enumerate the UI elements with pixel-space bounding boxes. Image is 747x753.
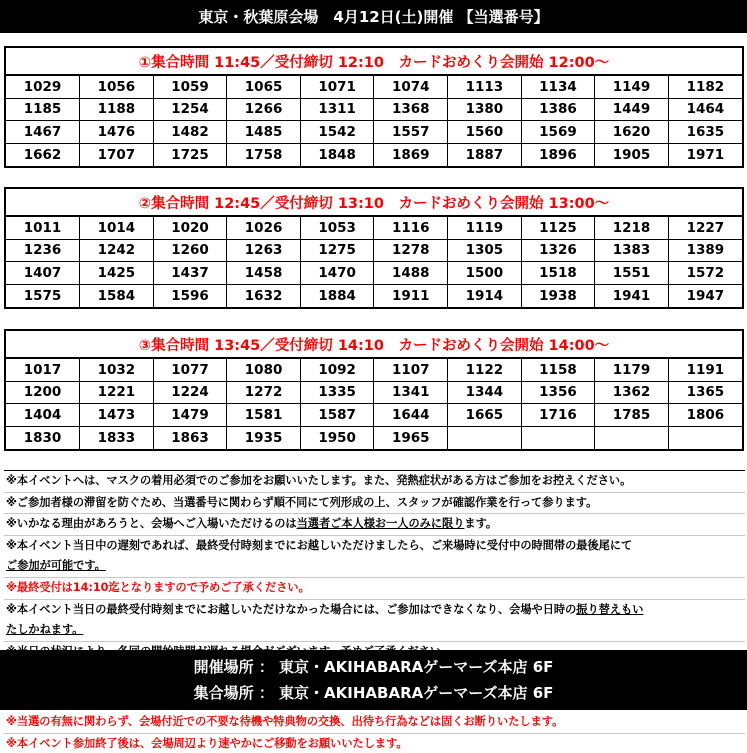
winning-number-cell: 1662 [6,143,80,166]
winning-number-cell: 1278 [374,239,448,262]
winning-number-cell [448,426,522,449]
number-row [6,404,742,427]
winning-number-cell: 1242 [80,239,154,262]
winning-number-cell: 1236 [6,239,80,262]
winning-number-cell: 1275 [300,239,374,262]
session-header: ②集合時間 12:45／受付締切 13:10 カードおめくり会開始 13:00～ [6,189,742,216]
winning-number-cell: 1053 [300,217,374,240]
notes-section [4,470,745,663]
winning-number-cell: 1272 [227,381,301,404]
winning-number-cell: 1077 [153,359,227,382]
winning-number-cell: 1620 [595,121,669,144]
winning-number-cell: 1080 [227,359,301,382]
note-entry [4,514,745,536]
winning-number-cell: 1011 [6,217,80,240]
winning-number-cell: 1191 [668,359,742,382]
winning-number-cell: 1950 [300,426,374,449]
number-row [6,98,742,121]
winning-number-cell: 1665 [448,404,522,427]
session-header: ③集合時間 13:45／受付締切 14:10 カードおめくり会開始 14:00～ [6,331,742,358]
winning-number-cell: 1200 [6,381,80,404]
winning-number-cell: 1341 [374,381,448,404]
winning-number-cell: 1254 [153,98,227,121]
winning-number-cell: 1560 [448,121,522,144]
number-row [6,381,742,404]
winning-number-cell: 1116 [374,217,448,240]
note-missed-underlined: 振り替えもい [576,602,644,616]
winning-number-cell: 1485 [227,121,301,144]
session-header: ①集合時間 11:45／受付締切 12:10 カードおめくり会開始 12:00～ [6,48,742,75]
winning-number-cell: 1473 [80,404,154,427]
winning-number-cell: 1971 [686,146,725,163]
winning-number-cell: 1941 [595,284,669,307]
winning-number-cell: 1587 [300,404,374,427]
winning-number-cell: 1467 [6,121,80,144]
number-row [6,239,742,262]
winning-number-cell: 1017 [6,359,80,382]
winning-number-cell: 1833 [80,426,154,449]
winning-number-cell: 1437 [153,262,227,285]
winning-number-cell: 1584 [80,284,154,307]
note-late-line1: ※本イベント当日中の遅刻であれば、最終受付時刻までにお越しいただけましたら、ご来場時に受付中の時間帯の最後尾にて [6,538,633,552]
winning-number-cell: 1185 [6,98,80,121]
winning-number-cell [595,426,669,449]
winning-number-cell: 1806 [668,404,742,427]
winning-number-cell: 1896 [521,143,595,166]
winning-number-cell: 1575 [6,284,80,307]
winning-number-cell: 1863 [153,426,227,449]
winning-number-cell: 1227 [668,217,742,240]
winning-number-cell: 1092 [300,359,374,382]
winning-number-cell: 1305 [448,239,522,262]
winning-number-cell: 1134 [521,76,595,99]
number-row [6,76,742,99]
winning-number-cell [521,426,595,449]
note-no-loitering: ※当選の有無に関わらず、会場付近での不要な待機や特典物の交換、出待ち行為などは固くお断りいたします。 [4,712,745,734]
winning-number-cell: 1938 [521,284,595,307]
winning-number-cell: 1221 [80,381,154,404]
winning-number-cell: 1914 [448,284,522,307]
winning-number-cell: 1557 [374,121,448,144]
winning-number-cell: 1635 [668,121,742,144]
winning-number-cell: 1707 [80,143,154,166]
winning-number-cell: 1632 [227,284,301,307]
bottom-notes [4,712,745,753]
winning-number-cell: 1260 [153,239,227,262]
note-leave-promptly: ※本イベント参加終了後は、会場周辺より速やかにご移動をお願いいたします。 [4,734,745,753]
winning-number-cell: 1716 [521,404,595,427]
winning-numbers-table [6,75,742,166]
winning-number-cell: 1188 [80,98,154,121]
winning-number-cell: 1425 [80,262,154,285]
winning-number-cell: 1869 [374,143,448,166]
note-missed-underlined-2: たしかねます。 [6,623,84,637]
winning-number-cell: 1335 [300,381,374,404]
winning-number-cell: 1326 [521,239,595,262]
winning-number-cell: 1071 [300,76,374,99]
winning-number-cell: 1179 [595,359,669,382]
winning-number-cell: 1026 [227,217,301,240]
winning-number-cell: 1158 [521,359,595,382]
note-entry-text: ※いかなる理由があろうと、会場へご入場いただけるのは [6,517,297,531]
note-final-reception: ※最終受付は14:10迄となりますので予めご了承ください。 [4,578,745,600]
session-3 [4,329,744,451]
winning-numbers-table [6,358,742,449]
number-row [6,284,742,307]
winning-number-cell: 1356 [521,381,595,404]
number-row [6,217,742,240]
winning-number-cell: 1266 [227,98,301,121]
winning-number-cell: 1449 [595,98,669,121]
winning-number-cell: 1488 [374,262,448,285]
session-1 [4,46,744,168]
winning-number-cell: 1224 [153,381,227,404]
winning-number-cell: 1470 [300,262,374,285]
winning-number-cell: 1500 [448,262,522,285]
winning-number-cell: 1830 [6,426,80,449]
winning-number-cell: 1965 [374,426,448,449]
winning-number-cell: 1758 [227,143,301,166]
number-row [6,121,742,144]
winning-number-cell: 1479 [153,404,227,427]
winning-number-cell: 1887 [448,143,522,166]
winning-number-cell: 1182 [668,76,742,99]
winning-number-cell: 1125 [521,217,595,240]
page-title: 東京・秋葉原会場 4月12日(土)開催 【当選番号】 [0,0,747,33]
winning-number-cell: 1848 [300,143,374,166]
session-2 [4,187,744,309]
winning-number-cell: 1365 [668,381,742,404]
winning-number-cell: 1065 [227,76,301,99]
number-row [6,143,742,166]
number-row [6,262,742,285]
winning-number-cell: 1059 [153,76,227,99]
winning-number-cell: 1032 [80,359,154,382]
winning-number-cell: 1263 [227,239,301,262]
note-late-line2: ご参加が可能です。 [4,556,745,578]
note-missed-line2 [4,620,745,642]
winning-number-cell: 1458 [227,262,301,285]
winning-number-cell: 1074 [374,76,448,99]
number-row [6,426,742,449]
winning-number-cell: 1518 [521,262,595,285]
winning-number-cell: 1464 [668,98,742,121]
winning-number-cell: 1389 [668,239,742,262]
venue-meeting-point: 集合場所 ： 東京・AKIHABARAゲーマーズ本店 6F [193,684,554,702]
winning-number-cell: 1596 [153,284,227,307]
venue-location: 開催場所 ： 東京・AKIHABARAゲーマーズ本店 6F [193,658,554,676]
note-missed-line1 [4,600,745,621]
winning-number-cell: 1407 [6,262,80,285]
winning-number-cell: 1014 [80,217,154,240]
winning-number-cell: 1113 [448,76,522,99]
winning-number-cell: 1572 [668,262,742,285]
winning-number-cell: 1362 [595,381,669,404]
winning-number-cell: 1149 [595,76,669,99]
winning-number-cell: 1122 [448,359,522,382]
winning-number-cell: 1911 [374,284,448,307]
winning-number-cell: 1476 [80,121,154,144]
winning-number-cell: 1542 [300,121,374,144]
winning-number-cell: 1311 [300,98,374,121]
winning-number-cell: 1935 [227,426,301,449]
winning-number-cell: 1905 [595,143,669,166]
winning-number-cell: 1884 [300,284,374,307]
winning-number-cell: 1947 [686,287,725,304]
winning-number-cell: 1482 [153,121,227,144]
venue-bar [0,650,747,710]
winning-numbers-table [6,216,742,307]
winning-number-cell: 1644 [374,404,448,427]
winning-number-cell: 1218 [595,217,669,240]
winning-number-cell: 1368 [374,98,448,121]
number-row [6,359,742,382]
winning-number-cell: 1107 [374,359,448,382]
winning-number-cell: 1029 [6,76,80,99]
winning-number-cell: 1404 [6,404,80,427]
winning-number-cell: 1383 [595,239,669,262]
winning-number-cell: 1386 [521,98,595,121]
note-mask: ※本イベントへは、マスクの着用必須でのご参加をお願いいたします。また、発熱症状がある方はご参加をお控えください。 [4,471,745,493]
winning-number-cell: 1569 [521,121,595,144]
winning-number-cell: 1056 [80,76,154,99]
winning-number-cell: 1020 [153,217,227,240]
note-missed-text: ※本イベント当日の最終受付時刻までにお越しいただけなかった場合には、ご参加はできなくなり、会場や日時の [6,602,577,616]
winning-number-cell: 1581 [227,404,301,427]
winning-number-cell: 1119 [448,217,522,240]
winning-number-cell: 1380 [448,98,522,121]
winning-number-cell [668,426,742,449]
note-queue: ※ご参加者様の滞留を防ぐため、当選番号に関わらず順不同にて列形成の上、スタッフが確認作業を行って参ります。 [4,493,745,515]
winning-number-cell: 1725 [153,143,227,166]
winning-number-cell: 1785 [595,404,669,427]
winning-number-cell: 1551 [595,262,669,285]
winning-number-cell: 1344 [448,381,522,404]
note-entry-text-end: ます。 [464,517,498,531]
note-entry-underlined: 当選者ご本人様お一人のみに限り [296,517,465,531]
